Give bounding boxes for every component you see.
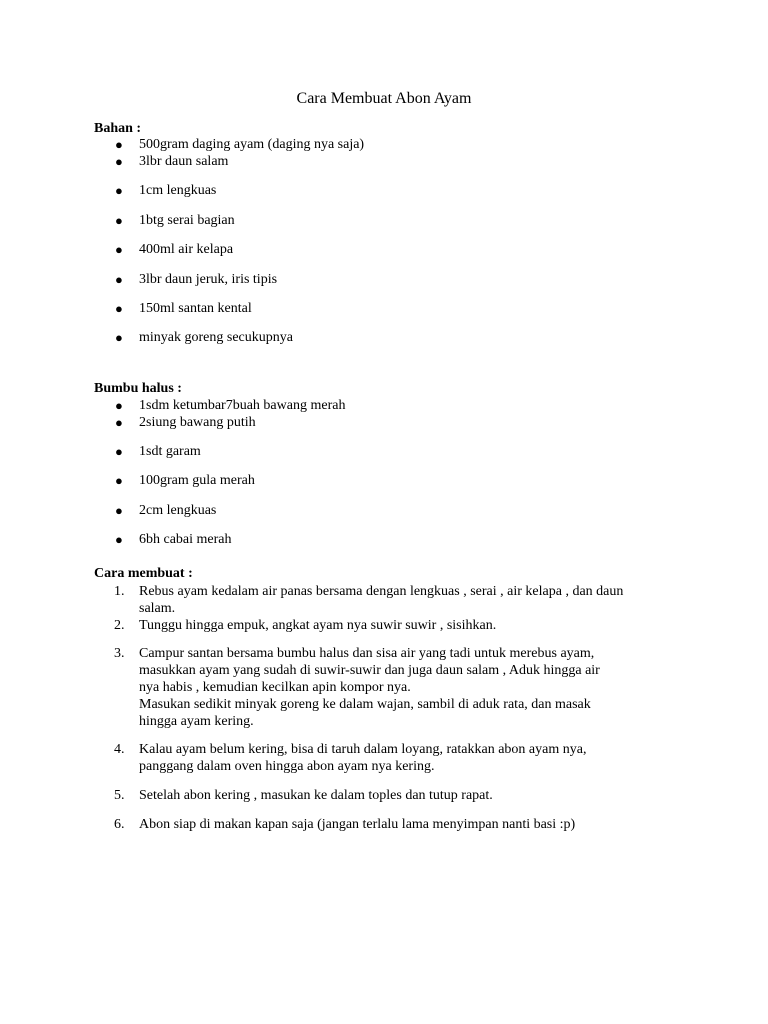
bullet-icon: ● <box>115 415 123 430</box>
step-text <box>139 787 684 804</box>
step-line: Rebus ayam kedalam air panas bersama dengan lengkuas , serai , air kelapa , dan daun <box>139 584 624 599</box>
step-text <box>139 816 684 833</box>
bullet-icon: ● <box>115 503 123 518</box>
bumbu-item: 6bh cabai merah <box>139 532 232 547</box>
cara-heading: Cara membuat : <box>94 566 193 581</box>
bullet-icon: ● <box>115 213 123 228</box>
bumbu-item: 1sdt garam <box>139 444 201 459</box>
step-number: 2. <box>114 618 125 633</box>
bahan-item: 150ml santan kental <box>139 301 252 316</box>
step-line: hingga ayam kering. <box>139 714 254 729</box>
bahan-heading: Bahan : <box>94 121 142 136</box>
step-number: 3. <box>114 646 125 661</box>
step-text <box>139 583 684 617</box>
bullet-icon: ● <box>115 272 123 287</box>
step-line: masukkan ayam yang sudah di suwir-suwir dan juga daun salam , Aduk hingga air <box>139 663 600 678</box>
bumbu-heading: Bumbu halus : <box>94 381 182 396</box>
step-line: Kalau ayam belum kering, bisa di taruh dalam loyang, ratakkan abon ayam nya, <box>139 742 587 757</box>
bullet-icon: ● <box>115 444 123 459</box>
bahan-item: 3lbr daun salam <box>139 154 229 169</box>
step-line: Tunggu hingga empuk, angkat ayam nya suwir suwir , sisihkan. <box>139 618 497 633</box>
bahan-item: 500gram daging ayam (daging nya saja) <box>139 137 365 152</box>
step-number: 1. <box>114 584 125 599</box>
bullet-icon: ● <box>115 330 123 345</box>
bumbu-item: 1sdm ketumbar7buah bawang merah <box>139 398 346 413</box>
step-line: panggang dalam oven hingga abon ayam nya kering. <box>139 759 435 774</box>
bahan-item: 3lbr daun jeruk, iris tipis <box>139 272 278 287</box>
bumbu-item: 100gram gula merah <box>139 473 255 488</box>
step-line: nya habis , kemudian kecilkan apin kompor nya. <box>139 680 411 695</box>
bumbu-item: 2cm lengkuas <box>139 503 217 518</box>
step-line: salam. <box>139 601 176 616</box>
step-number: 4. <box>114 742 125 757</box>
bullet-icon: ● <box>115 398 123 413</box>
bullet-icon: ● <box>115 154 123 169</box>
step-line: Campur santan bersama bumbu halus dan sisa air yang tadi untuk merebus ayam, <box>139 646 595 661</box>
bahan-item: minyak goreng secukupnya <box>139 330 293 345</box>
step-line: Abon siap di makan kapan saja (jangan terlalu lama menyimpan nanti basi :p) <box>139 817 576 832</box>
bumbu-item: 2siung bawang putih <box>139 415 256 430</box>
bullet-icon: ● <box>115 137 123 152</box>
step-text <box>139 645 684 730</box>
step-text <box>139 741 684 775</box>
bahan-item: 1cm lengkuas <box>139 183 217 198</box>
step-number: 5. <box>114 788 125 803</box>
bullet-icon: ● <box>115 532 123 547</box>
bullet-icon: ● <box>115 183 123 198</box>
bullet-icon: ● <box>115 473 123 488</box>
bahan-item: 400ml air kelapa <box>139 242 234 257</box>
bullet-icon: ● <box>115 242 123 257</box>
document-title: Cara Membuat Abon Ayam <box>296 90 472 107</box>
step-text <box>139 617 684 634</box>
step-line: Setelah abon kering , masukan ke dalam toples dan tutup rapat. <box>139 788 493 803</box>
step-line: Masukan sedikit minyak goreng ke dalam wajan, sambil di aduk rata, dan masak <box>139 697 591 712</box>
bullet-icon: ● <box>115 301 123 316</box>
step-number: 6. <box>114 817 125 832</box>
bahan-item: 1btg serai bagian <box>139 213 235 228</box>
